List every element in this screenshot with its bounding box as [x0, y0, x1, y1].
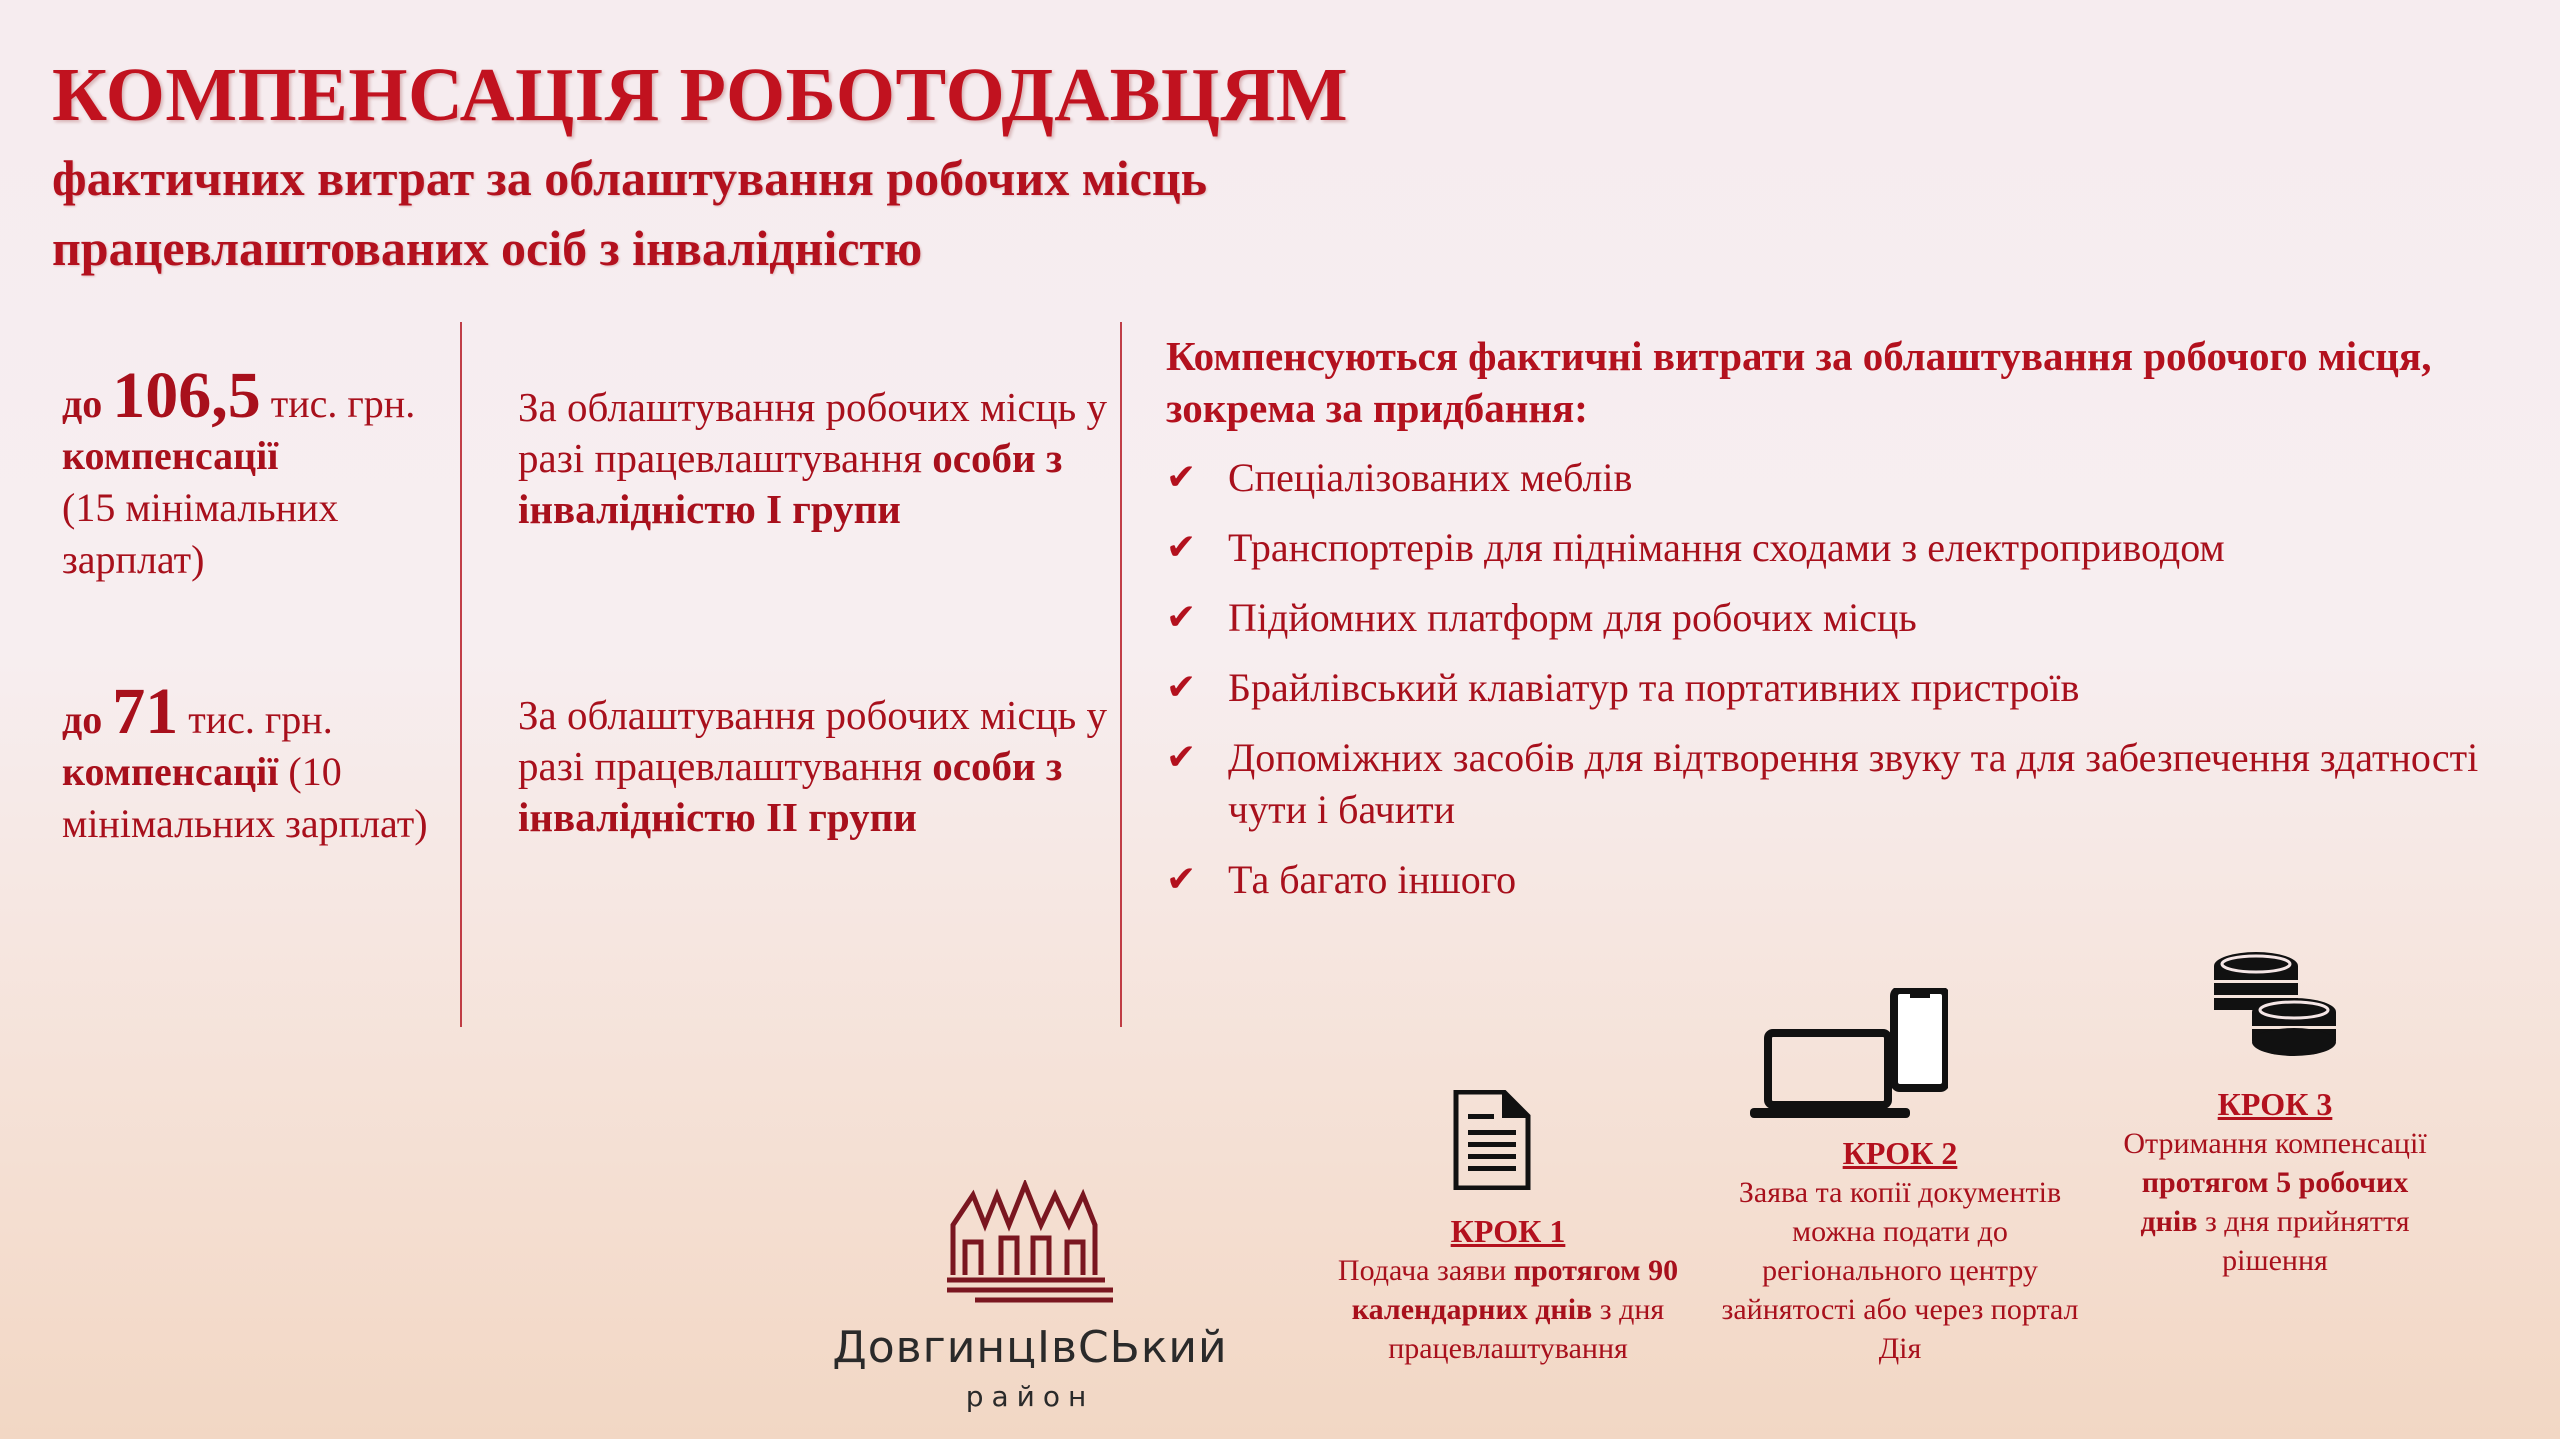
desc-bold: особи з інвалідністю II групи	[518, 743, 1063, 840]
amount-unit: тис. грн.	[260, 381, 416, 426]
step-text: Подача заяви	[1337, 1254, 1514, 1287]
list-item	[1166, 592, 2496, 644]
amount-prefix: до	[62, 697, 113, 742]
divider-right	[1120, 322, 1122, 1027]
step-label: КРОК 3	[2217, 1086, 2333, 1122]
step-bold: протягом 5 робочих днів	[2140, 1166, 2409, 1238]
amount-label: компенсації	[62, 749, 279, 794]
desc-text: За облаштування робочих місць у разі працевлаштування	[518, 692, 1107, 789]
amount-value: 71	[112, 675, 179, 748]
checkmark-icon: ✔	[1166, 597, 1197, 638]
list-item-text: Підйомних платформ для робочих місць	[1228, 595, 1917, 640]
step-bold: протягом 90 календарних днів	[1351, 1254, 1679, 1326]
list-item	[1166, 522, 2496, 574]
list-item-text: Та багато іншого	[1228, 857, 1517, 902]
checkmark-icon: ✔	[1166, 859, 1197, 900]
amount-note: (15 мінімальних зарплат)	[62, 485, 339, 582]
checkmark-icon: ✔	[1166, 527, 1197, 568]
document-icon	[1452, 1090, 1532, 1190]
amount-prefix: до	[62, 381, 113, 426]
desc-bold: особи з інвалідністю I групи	[518, 435, 1063, 532]
list-item	[1166, 732, 2496, 836]
expenses-list	[1166, 452, 2496, 924]
page-title: КОМПЕНСАЦІЯ РОБОТОДАВЦЯМ	[52, 53, 1349, 137]
compensation-amount-group-1	[62, 359, 462, 586]
list-item	[1166, 854, 2496, 906]
checkmark-icon: ✔	[1166, 737, 1197, 778]
district-logo-icon	[945, 1180, 1115, 1315]
amount-unit: тис. грн.	[178, 697, 333, 742]
district-logo-name: ДовгинцІвСЬкий	[832, 1322, 1228, 1373]
checkmark-icon: ✔	[1166, 457, 1197, 498]
amount-note: (10 мінімальних зарплат)	[62, 749, 428, 846]
list-item	[1166, 452, 2496, 504]
amount-label: компенсації	[62, 433, 279, 478]
step-3	[2120, 1085, 2430, 1280]
compensation-desc-group-2	[518, 690, 1118, 843]
list-item-text: Допоміжних засобів для відтворення звуку та для забезпечення здатності чути і бачити	[1228, 735, 2479, 832]
page-subtitle: фактичних витрат за облаштування робочих місць працевлаштованих осіб з інвалідністю	[52, 150, 1208, 276]
list-item	[1166, 662, 2496, 714]
step-text-end: з дня прийняття рішення	[2197, 1205, 2410, 1277]
compensation-desc-group-1	[518, 382, 1118, 535]
expenses-heading: Компенсуються фактичні витрати за облаштування робочого місця, зокрема за придбання:	[1166, 333, 2432, 431]
step-label: КРОК 1	[1450, 1213, 1566, 1249]
coins-icon	[2210, 950, 2340, 1065]
compensation-amount-group-2	[62, 675, 462, 850]
list-item-text: Спеціалізованих меблів	[1228, 455, 1633, 500]
step-text: Отримання компенсації	[2123, 1127, 2427, 1160]
laptop-phone-icon	[1748, 988, 1948, 1123]
list-item-text: Брайлівський клавіатур та портативних пристроїв	[1228, 665, 2080, 710]
step-text: Заява та копії документів можна подати до регіонального центру зайнятості або через портал Дія	[1721, 1176, 2079, 1365]
step-1	[1308, 1212, 1708, 1368]
step-text-end: з дня працевлаштування	[1388, 1293, 1665, 1365]
list-item-text: Транспортерів для піднімання сходами з електроприводом	[1228, 525, 2225, 570]
desc-text: За облаштування робочих місць у разі працевлаштування	[518, 384, 1107, 481]
step-2	[1710, 1134, 2090, 1368]
district-logo-sub: район	[965, 1380, 1095, 1413]
checkmark-icon: ✔	[1166, 667, 1197, 708]
step-label: КРОК 2	[1842, 1135, 1958, 1171]
amount-value: 106,5	[112, 359, 261, 432]
